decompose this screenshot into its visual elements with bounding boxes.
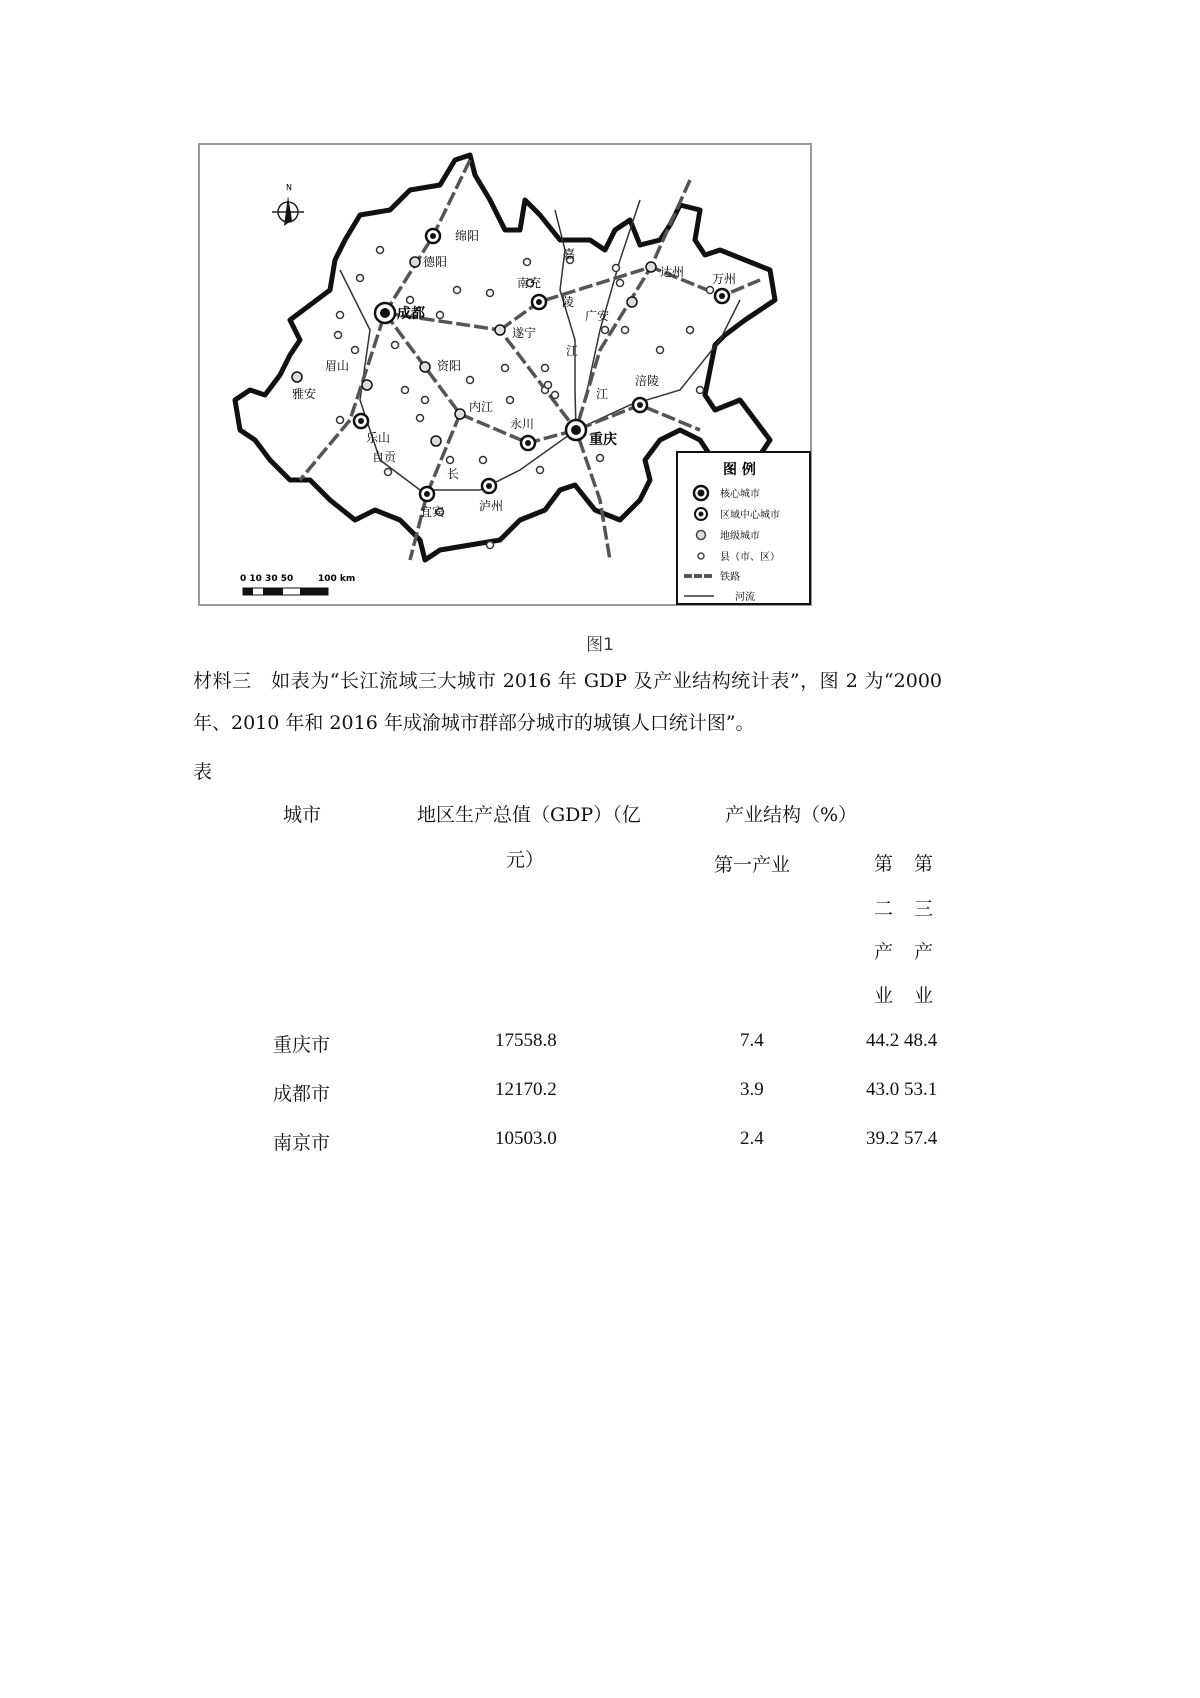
city-marker-guangan bbox=[627, 297, 637, 307]
cell-secondary-tertiary: 39.2 57.4 bbox=[866, 1128, 938, 1149]
map-label-nanchong: 南充 bbox=[517, 276, 542, 290]
county-marker bbox=[707, 287, 714, 294]
figure-caption: 图1 bbox=[586, 635, 614, 655]
legend-prefecture-city: 地级城市 bbox=[720, 531, 760, 542]
scale-ticks: 0 10 30 50 bbox=[240, 574, 294, 584]
county-marker bbox=[392, 342, 399, 349]
legend-railway: 铁路 bbox=[720, 572, 740, 583]
cell-city: 成都市 bbox=[273, 1083, 331, 1105]
scale-end: 100 km bbox=[318, 574, 356, 584]
cell-secondary-tertiary: 44.2 48.4 bbox=[866, 1030, 938, 1051]
county-marker bbox=[335, 332, 342, 339]
city-marker-ziyang bbox=[420, 362, 430, 372]
county-marker bbox=[697, 387, 704, 394]
map-label-deyang: 德阳 bbox=[423, 255, 448, 269]
county-marker bbox=[357, 275, 364, 282]
county-marker bbox=[480, 457, 487, 464]
county-marker bbox=[545, 382, 552, 389]
north-label: N bbox=[286, 183, 292, 192]
map-label-luzhou: 泸州 bbox=[479, 499, 504, 513]
map-label-suining: 遂宁 bbox=[512, 326, 537, 340]
map-legend bbox=[677, 452, 810, 604]
city-marker-zigong bbox=[431, 436, 441, 446]
header-tertiary-char: 第 bbox=[914, 853, 934, 875]
map-label-wanzhou: 万州 bbox=[712, 272, 737, 286]
county-marker bbox=[687, 327, 694, 334]
county-marker bbox=[385, 469, 392, 476]
county-marker bbox=[422, 397, 429, 404]
map-label-neijiang: 内江 bbox=[469, 400, 494, 414]
county-marker bbox=[352, 347, 359, 354]
county-marker bbox=[337, 417, 344, 424]
city-marker-dazhou bbox=[646, 262, 656, 272]
county-marker bbox=[454, 287, 461, 294]
county-marker bbox=[657, 347, 664, 354]
cell-primary: 2.4 bbox=[740, 1128, 764, 1149]
county-marker bbox=[447, 457, 454, 464]
county-marker bbox=[613, 265, 620, 272]
header-secondary-char: 业 bbox=[874, 985, 894, 1007]
county-marker bbox=[617, 280, 624, 287]
map-label-zigong: 自贡 bbox=[372, 450, 397, 464]
map-label-leshan: 乐山 bbox=[366, 431, 391, 445]
map-label-yaan: 雅安 bbox=[292, 387, 317, 401]
cell-city: 南京市 bbox=[273, 1132, 331, 1154]
header-secondary-char: 产 bbox=[874, 941, 894, 963]
cell-gdp: 10503.0 bbox=[495, 1128, 557, 1149]
county-marker bbox=[542, 365, 549, 372]
header-city: 城市 bbox=[283, 804, 322, 826]
cell-gdp: 17558.8 bbox=[495, 1030, 557, 1051]
county-marker bbox=[417, 415, 424, 422]
map-label-fuling: 涪陵 bbox=[635, 374, 660, 388]
county-marker bbox=[597, 455, 604, 462]
cell-secondary-tertiary: 43.0 53.1 bbox=[866, 1079, 938, 1100]
header-tertiary-char: 三 bbox=[914, 898, 934, 920]
county-marker bbox=[487, 542, 494, 549]
county-marker bbox=[337, 312, 344, 319]
county-marker bbox=[487, 290, 494, 297]
county-marker bbox=[524, 259, 531, 266]
legend-regional-city: 区域中心城市 bbox=[720, 510, 780, 521]
city-marker-wanzhou bbox=[715, 289, 729, 303]
county-marker bbox=[502, 365, 509, 372]
city-marker-yaan bbox=[292, 372, 302, 382]
county-marker bbox=[467, 377, 474, 384]
map-label-dazhou: 达州 bbox=[660, 265, 685, 279]
map-label-chengdu: 成都 bbox=[397, 306, 425, 322]
county-marker bbox=[402, 387, 409, 394]
county-marker bbox=[377, 247, 384, 254]
header-tertiary-char: 业 bbox=[914, 985, 934, 1007]
map-label-river_jiang2: 江 bbox=[596, 387, 609, 401]
city-marker-meishan bbox=[362, 380, 372, 390]
county-marker bbox=[507, 397, 514, 404]
material-text-line2: 年、2010 年和 2016 年成渝城市群部分城市的城镇人口统计图”。 bbox=[193, 712, 755, 734]
header-tertiary-char: 产 bbox=[914, 941, 934, 963]
county-marker bbox=[602, 327, 609, 334]
county-marker bbox=[437, 312, 444, 319]
header-secondary-char: 二 bbox=[874, 898, 894, 920]
county-marker bbox=[407, 297, 414, 304]
map-label-meishan: 眉山 bbox=[325, 359, 350, 373]
map-label-mianyang: 绵阳 bbox=[455, 229, 480, 243]
city-marker-neijiang bbox=[455, 409, 465, 419]
map-label-ziyang: 资阳 bbox=[437, 359, 462, 373]
county-marker bbox=[552, 392, 559, 399]
header-primary: 第一产业 bbox=[714, 854, 791, 876]
legend-title: 图 例 bbox=[723, 462, 756, 478]
legend-core-city: 核心城市 bbox=[720, 489, 760, 500]
county-marker bbox=[537, 467, 544, 474]
city-marker-nanchong bbox=[532, 295, 546, 309]
map-label-river_chang: 长 bbox=[447, 467, 460, 481]
cell-primary: 7.4 bbox=[740, 1030, 764, 1051]
cell-city: 重庆市 bbox=[273, 1034, 331, 1056]
county-marker bbox=[622, 327, 629, 334]
cell-primary: 3.9 bbox=[740, 1079, 764, 1100]
header-gdp: 地区生产总值（GDP）（亿 bbox=[417, 804, 641, 826]
map-label-yongchuan: 永川 bbox=[510, 417, 535, 431]
map-label-river_jiang1: 江 bbox=[566, 344, 579, 358]
city-marker-yibin bbox=[420, 487, 434, 501]
city-marker-fuling bbox=[633, 398, 647, 412]
map-label-chongqing: 重庆 bbox=[589, 432, 617, 448]
header-gdp-unit: 元） bbox=[506, 849, 545, 871]
map-label-guangan: 广安 bbox=[585, 309, 610, 323]
city-marker-deyang bbox=[410, 257, 420, 267]
city-marker-yongchuan bbox=[521, 436, 535, 450]
map-label-river_ling: 陵 bbox=[562, 295, 575, 309]
city-marker-suining bbox=[495, 325, 505, 335]
material-text-line1: 材料三 如表为“长江流域三大城市 2016 年 GDP 及产业结构统计表”，图 2 为“2000 bbox=[193, 670, 942, 692]
city-marker-luzhou bbox=[482, 479, 496, 493]
header-structure: 产业结构（%） bbox=[725, 804, 858, 826]
header-secondary-char: 第 bbox=[874, 853, 894, 875]
map-figure bbox=[196, 141, 814, 608]
cell-gdp: 12170.2 bbox=[495, 1079, 557, 1100]
city-marker-chongqing bbox=[566, 420, 586, 440]
map-label-river_jia: 嘉 bbox=[563, 247, 576, 261]
map-label-yibin: 宜宾 bbox=[420, 505, 445, 519]
legend-river: 河流 bbox=[735, 592, 755, 603]
legend-county: 县（市、区） bbox=[720, 552, 780, 563]
table-label: 表 bbox=[193, 761, 213, 783]
city-marker-mianyang bbox=[426, 229, 440, 243]
city-marker-chengdu bbox=[375, 303, 395, 323]
city-marker-leshan bbox=[354, 414, 368, 428]
